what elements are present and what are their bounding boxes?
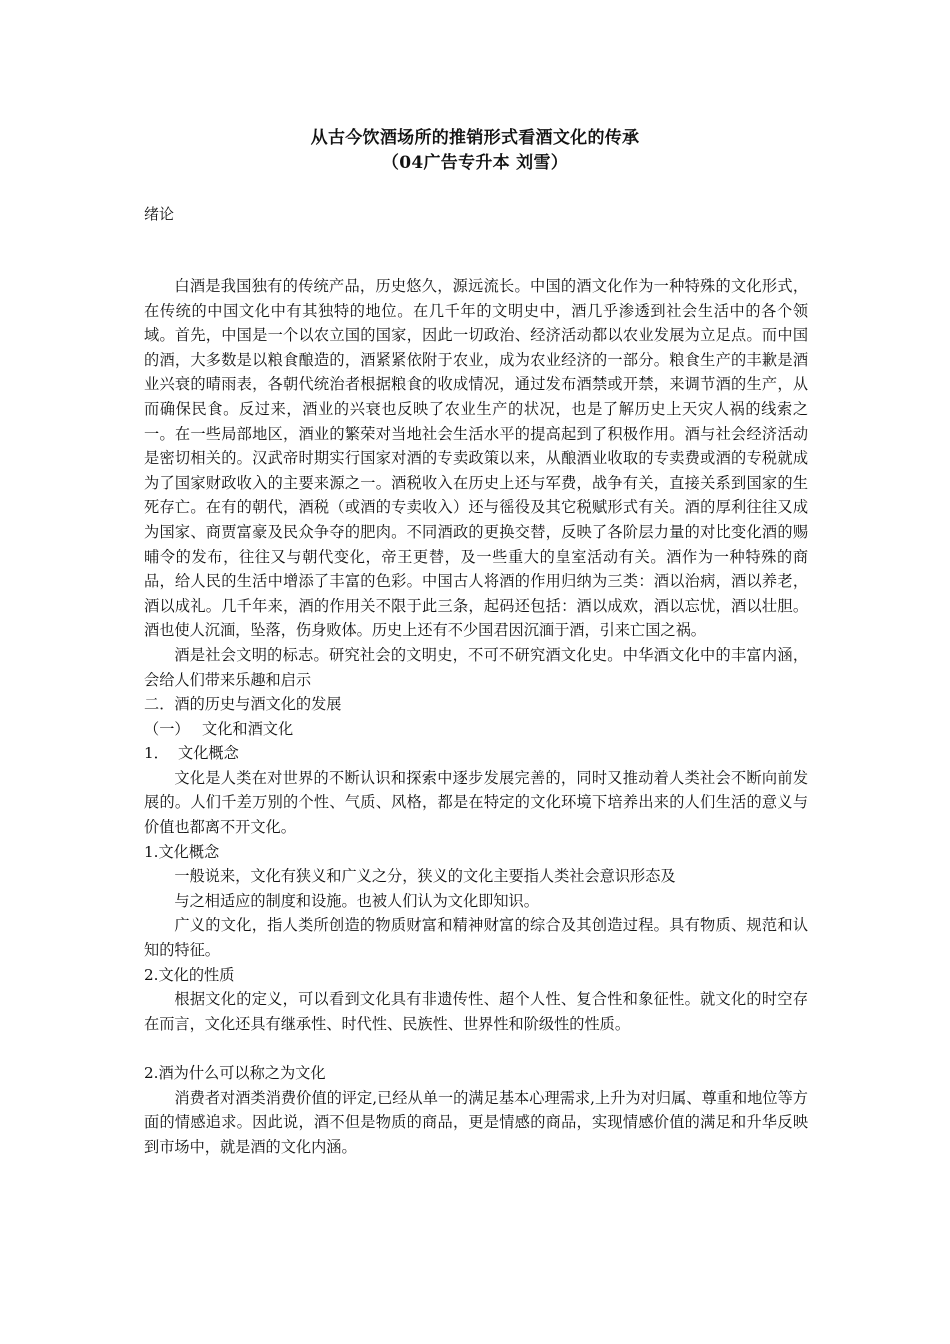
heading-culture-nature: 2.文化的性质 <box>144 965 235 984</box>
section-intro-label: 绪论 <box>144 205 175 223</box>
heading-subsection-1-number: （一） <box>144 719 190 738</box>
paragraph-intro: 白酒是我国独有的传统产品，历史悠久，源远流长。中国的酒文化作为一种特殊的文化形式，在传统的中国文化中有其独特的地位。在几千年的文明史中，酒几乎渗透到社会生活中的各个领域。首先，中国是一个以农立国的国家，因此一切政治、经济活动都以农业发展为立足点。而中国的酒，大多数是以粮食酿造的，酒紧紧依附于农业，成为农业经济的一部分。粮食生产的丰歉是酒业兴衰的晴雨表，各朝代统治者根据粮食的收成情况，通过发布酒禁或开禁，来调节酒的生产，从而确保民食。反过来，酒业的兴衰也反映了农业生产的状况，也是了解历史上天灾人祸的线索之一。在一些局部地区，酒业的繁荣对当地社会生活水平的提高起到了积极作用。酒与社会经济活动是密切相关的。汉武帝时期实行国家对酒的专卖政策以来，从酿酒业收取的专卖费或酒的专税就成为了国家财政收入的主要来源之一。酒税收入在历史上还与军费，战争有关，直接关系到国家的生死存亡。在有的朝代，酒税（或酒的专卖收入）还与徭役及其它税赋形式有关。酒的厚利往往又成为国家、商贾富豪及民众争夺的肥肉。不同酒政的更换交替，反映了各阶层力量的对比变化酒的赐晡令的发布，往往又与朝代变化，帝王更替，及一些重大的皇室活动有关。酒作为一种特殊的商品，给人民的生活中增添了丰富的色彩。中国古人将酒的作用归纳为三类：酒以治病，酒以养老，酒以成礼。几千年来，酒的作用关不限于此三条，起码还包括：酒以成欢，酒以忘忧，酒以壮胆。酒也使人沉湎，坠落，伤身败体。历史上还有不少国君因沉湎于酒，引来亡国之祸。 <box>144 277 808 640</box>
heading-item-1-text: 文化概念 <box>178 744 239 763</box>
heading-culture-concept: 1.文化概念 <box>144 842 220 861</box>
document-title: 从古今饮酒场所的推销形式看酒文化的传承 <box>310 128 640 148</box>
heading-subsection-1-text: 文化和酒文化 <box>202 719 294 738</box>
paragraph-civilization: 酒是社会文明的标志。研究社会的文明史，不可不研究酒文化史。中华酒文化中的丰富内涵，会给人们带来乐趣和启示 <box>144 645 808 689</box>
paragraph-culture-development: 文化是人类在对世界的不断认识和探索中逐步发展完善的，同时又推动着人类社会不断向前发展的。人们千差万别的个性、气质、风格，都是在特定的文化环境下培养出来的人们生活的意义与价值也都离不开文化。 <box>144 768 808 837</box>
paragraph-wine-emotion: 消费者对酒类消费价值的评定,已经从单一的满足基本心理需求,上升为对归属、尊重和地位等方面的情感追求。因此说，酒不但是物质的商品，更是情感的商品，实现情感价值的满足和升华反映到市场中，就是酒的文化内涵。 <box>144 1088 808 1156</box>
paragraph-broad-culture: 广义的文化，指人类所创造的物质财富和精神财富的综合及其创造过程。具有物质、规范和认知的特征。 <box>144 916 808 960</box>
heading-why-wine-culture: 2.酒为什么可以称之为文化 <box>144 1064 326 1082</box>
blank-line <box>144 1036 808 1061</box>
title-block <box>0 126 950 176</box>
heading-item-1-number: 1． <box>144 744 169 763</box>
paragraph-culture-nature: 根据文化的定义，可以看到文化具有非遗传性、超个人性、复合性和象征性。就文化的时空存在而言，文化还具有继承性、时代性、民族性、世界性和阶级性的性质。 <box>144 990 808 1033</box>
heading-section-2: 二．酒的历史与酒文化的发展 <box>144 695 342 714</box>
paragraph-narrow-culture: 一般说来，文化有狭义和广义之分，狭义的文化主要指人类社会意识形态及 <box>174 867 676 886</box>
document-body <box>144 274 808 1159</box>
heading-subsection-1 <box>144 717 808 742</box>
paragraph-narrow-culture-cont: 与之相适应的制度和设施。也被人们认为文化即知识。 <box>174 891 539 910</box>
heading-item-1 <box>144 741 808 766</box>
document-subtitle: （04广告专升本 刘雪） <box>381 153 569 173</box>
